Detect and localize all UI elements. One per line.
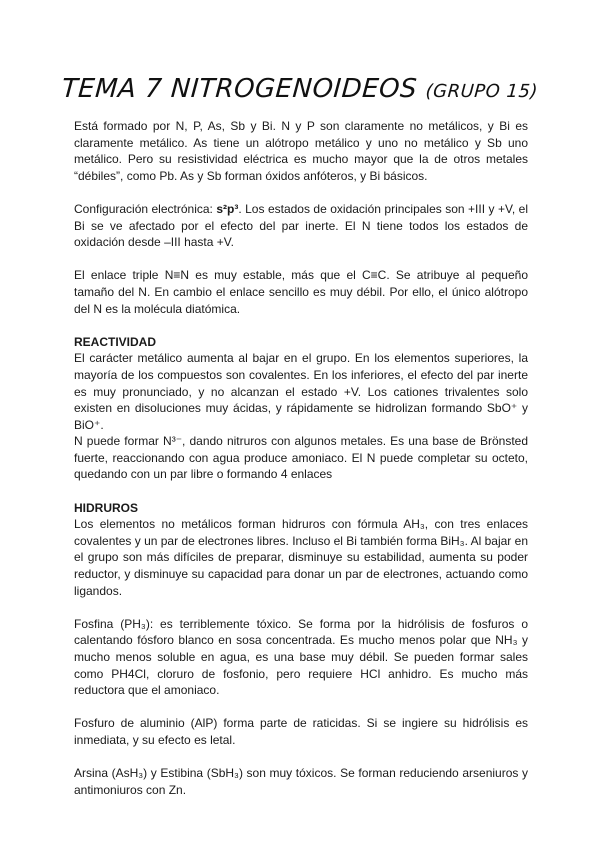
reactividad-paragraph-1: El carácter metálico aumenta al bajar en el grupo. En los elementos superiores, la mayoría de los compuestos son covalentes. En los inferiores, el efecto del par inerte es muy pronunciado, y no alcanzan el estado +V. Los cationes trivalentes solo existen en disoluciones muy ácidas, y rápidamente se hidrolizan formando SbO⁺ y BiO⁺. xyxy=(74,351,528,432)
section-heading-reactividad: REACTIVIDAD xyxy=(74,334,157,349)
reactividad-paragraph-2: N puede formar N³⁻, dando nitruros con algunos metales. Es una base de Brönsted fuerte, reaccionando con agua produce amoniaco. El N puede completar su octeto, quedando con un par libre o formando 4 enlaces xyxy=(74,434,528,482)
hidruros-paragraph-1: Los elementos no metálicos forman hidruros con fórmula AH₃, con tres enlaces covalentes y un par de electrones libres. Incluso el Bi también forma BiH₃. Al bajar en el grupo son más difíciles de preparar, disminuye su estabilidad, aumenta su poder reductor, y disminuye su capacidad para donar un par de electrones, actuando como ligandos. xyxy=(74,517,528,598)
page-title xyxy=(29,74,571,104)
document-body xyxy=(74,118,528,815)
config-label: Configuración electrónica: xyxy=(74,201,213,216)
section-heading-hidruros: HIDRUROS xyxy=(74,500,139,515)
fosfina-paragraph: Fosfina (PH₃): es terriblemente tóxico. Se forma por la hidrólisis de fosfuros o calentando fósforo blanco en sosa concentrada. Es mucho menos polar que NH₃ y mucho menos soluble en agua, es una base muy débil. Se pueden formar sales como PH4Cl, cloruro de fosfonio, pero requiere HCl anhidro. Es mucho más reductora que el amoniaco. xyxy=(74,616,528,698)
config-paragraph xyxy=(74,201,528,251)
arsina-paragraph: Arsina (AsH₃) y Estibina (SbH₃) son muy tóxicos. Se forman reduciendo arseniuros y antimoniuros con Zn. xyxy=(74,766,528,797)
fosfuro-paragraph: Fosfuro de aluminio (AlP) forma parte de raticidas. Si se ingiere su hidrólisis es inmediata, y su efecto es letal. xyxy=(74,716,528,747)
triple-bond-paragraph: El enlace triple N≡N es muy estable, más que el C≡C. Se atribuye al pequeño tamaño del N. En cambio el enlace sencillo es muy débil. Por ello, el único alótropo del N es la molécula diatómica. xyxy=(74,268,528,316)
config-value: s²p³ xyxy=(216,201,239,216)
intro-paragraph: Está formado por N, P, As, Sb y Bi. N y P son claramente no metálicos, y Bi es claramente metálico. As tiene un alótropo metálico y uno no metálico y Sb uno metálico. Pero su resistividad eléctrica es mucho mayor que la de otros metales “débiles”, como Pb. As y Sb forman óxidos anfóteros, y Bi básicos. xyxy=(74,119,528,183)
title-group: (GRUPO 15) xyxy=(424,81,539,102)
config-text: . Los estados de oxidación principales son +III y +V, el Bi se ve afectado por el efecto del par inerte. El N tiene todos los estados de oxidación desde –III hasta +V. xyxy=(74,201,528,250)
title-main: TEMA 7 NITROGENOIDEOS xyxy=(60,74,419,104)
